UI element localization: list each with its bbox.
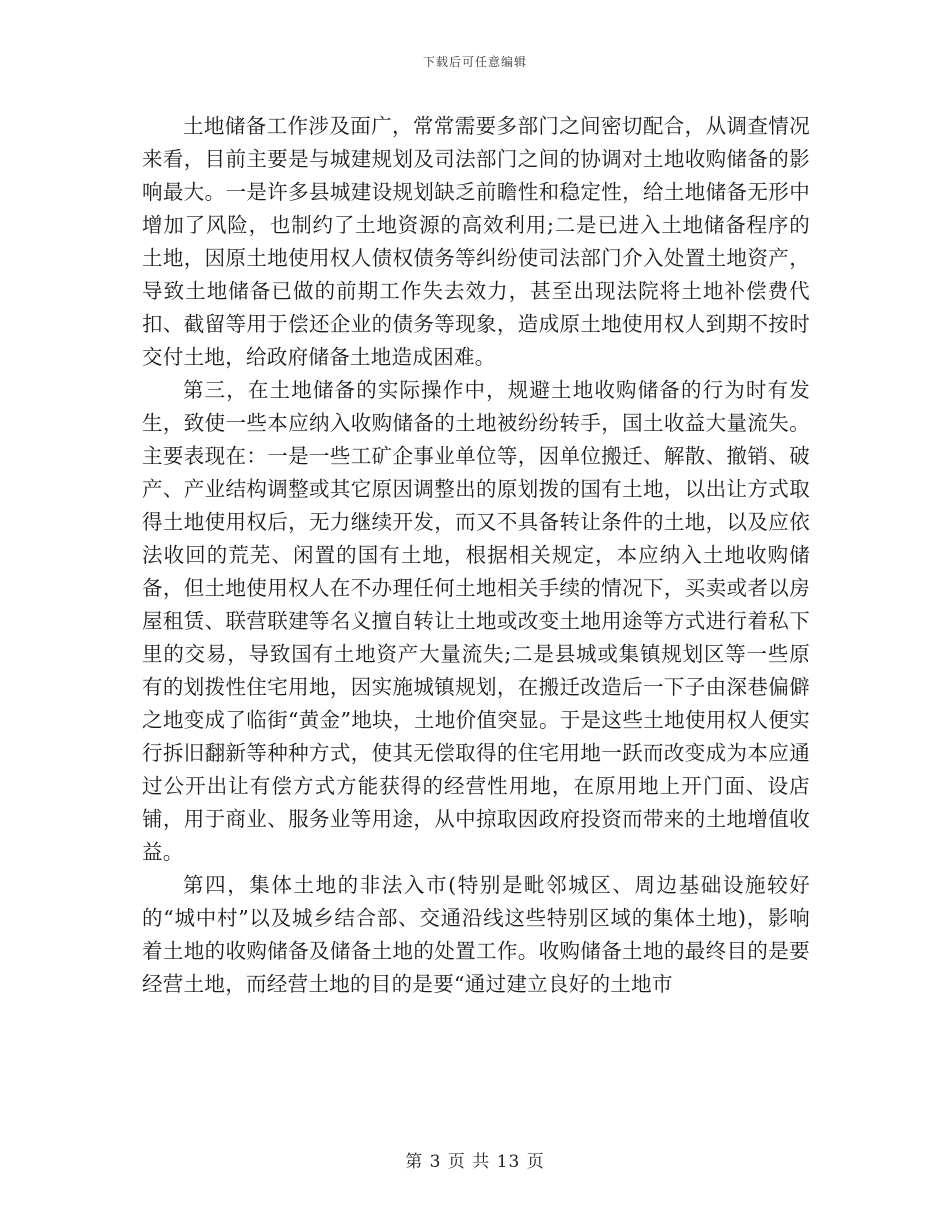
body-text: [142, 110, 810, 1001]
header-note: 下载后可任意编辑: [422, 55, 527, 69]
page-number: 第 3 页 共 13 页: [405, 1152, 545, 1172]
paragraph-1: 土地储备工作涉及面广，常常需要多部门之间密切配合，从调查情况来看，目前主要是与城建规划及司法部门之间的协调对土地收购储备的影响最大。一是许多县城建设规划缺乏前瞻性和稳定性，给土地储备无形中增加了风险，也制约了土地资源的高效利用;二是已进入土地储备程序的土地，因原土地使用权人债权债务等纠纷使司法部门介入处置土地资产，导致土地储备已做的前期工作失去效力，甚至出现法院将土地补偿费代扣、截留等用于偿还企业的债务等现象，造成原土地使用权人到期不按时交付土地，给政府储备土地造成困难。: [142, 114, 810, 369]
paragraph-3: 第四，集体土地的非法入市(特别是毗邻城区、周边基础设施较好的“城中村”以及城乡结合部、交通沿线这些特别区域的集体土地)，影响着土地的收购储备及储备土地的处置工作。收购储备土地的最终目的是要经营土地，而经营土地的目的是要“通过建立良好的土地市: [142, 873, 810, 996]
paragraph-2: 第三，在土地储备的实际操作中，规避土地收购储备的行为时有发生，致使一些本应纳入收购储备的土地被纷纷转手，国土收益大量流失。主要表现在：一是一些工矿企事业单位等，因单位搬迁、解散、撤销、破产、产业结构调整或其它原因调整出的原划拨的国有土地，以出让方式取得土地使用权后，无力继续开发，而又不具备转让条件的土地，以及应依法收回的荒芜、闲置的国有土地，根据相关规定，本应纳入土地收购储备，但土地使用权人在不办理任何土地相关手续的情况下，买卖或者以房屋租赁、联营联建等名义擅自转让土地或改变土地用途等方式进行着私下里的交易，导致国有土地资产大量流失;二是县城或集镇规划区等一些原有的划拨性住宅用地，因实施城镇规划，在搬迁改造后一下子由深巷偏僻之地变成了临街“黄金”地块，土地价值突显。于是这些土地使用权人便实行拆旧翻新等种种方式，使其无偿取得的住宅用地一跃而改变成为本应通过公开出让有偿方式方能获得的经营性用地，在原用地上开门面、设店铺，用于商业、服务业等用途，从中掠取因政府投资而带来的土地增值收益。: [142, 378, 810, 864]
